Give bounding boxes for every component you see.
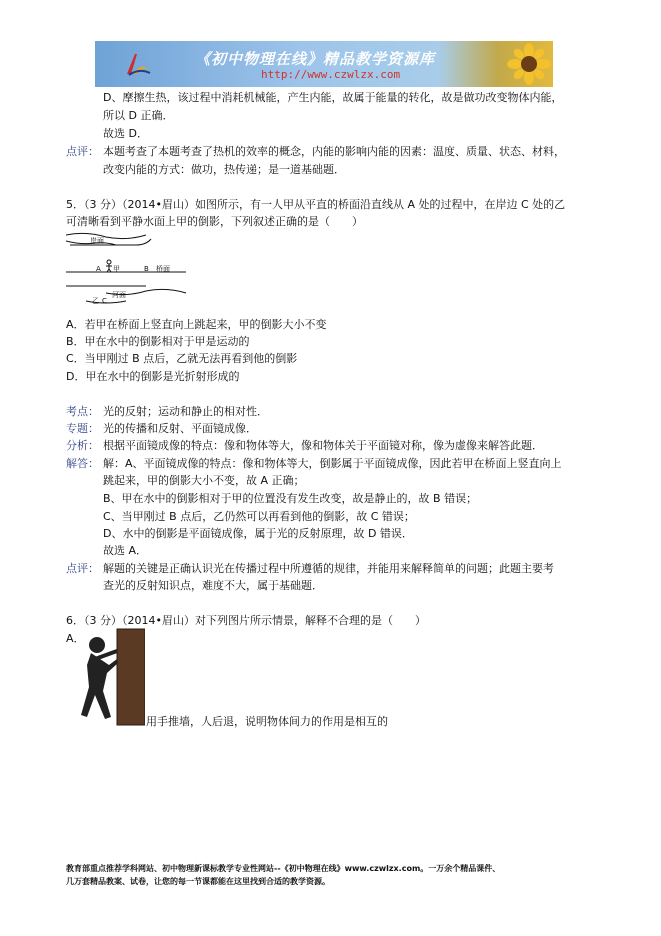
label-bridge: 桥面 xyxy=(156,265,170,273)
label-jia: 甲 xyxy=(113,265,120,273)
q5-stem-line2: 可清晰看到平静水面上甲的倒影，下列叙述正确的是（ ） xyxy=(66,215,363,228)
label-b: B xyxy=(144,265,149,273)
answer-d-line2: 所以 D 正确． xyxy=(103,109,174,122)
dianping-label: 点评： xyxy=(66,562,99,575)
fenxi-label: 分析： xyxy=(66,439,99,452)
q6-option-a-label: A． xyxy=(66,632,85,645)
jieda-line6: 故选 A． xyxy=(103,544,148,557)
person-figure-icon xyxy=(106,260,112,272)
kaodian-text: 光的反射；运动和静止的相对性． xyxy=(103,405,268,418)
q6-stem: 6．（3 分）（2014•眉山）对下列图片所示情景，解释不合理的是（ ） xyxy=(66,614,426,627)
comment-line2: 改变内能的方式：做功，热传递；是一道基础题． xyxy=(103,163,345,176)
banner-title: 《初中物理在线》精品教学资源库 xyxy=(195,50,436,68)
kaodian-label: 考点： xyxy=(66,405,99,418)
comment-line1: 本题考查了本题考查了热机的效率的概念，内能的影响内能的因素：温度、质量、状态、材料， xyxy=(103,145,565,158)
jieda-line3: B、甲在水中的倒影相对于甲的位置没有发生改变，故是静止的，故 B 错误； xyxy=(103,492,478,505)
zhuanti-text: 光的传播和反射、平面镜成像． xyxy=(103,422,257,435)
q5-diagram xyxy=(66,231,202,309)
answer-d-line1: D、摩擦生热，该过程中消耗机械能，产生内能，故属于能量的转化，故是做功改变物体内能， xyxy=(103,91,563,104)
dianping-line2: 查光的反射知识点，难度不大，属于基础题． xyxy=(103,579,323,592)
push-wall-figure xyxy=(73,625,145,727)
dianping-line1: 解题的关键是正确认识光在传播过程中所遵循的规律，并能用来解释简单的问题；此题主要考 xyxy=(103,562,554,575)
jieda-line5: D、水中的倒影是平面镜成像，属于光的反射原理，故 D 错误． xyxy=(103,527,413,540)
footer-line1: 教育部重点推荐学科网站、初中物理新课标教学专业性网站--《初中物理在线》www.czwlzx.com。一万余个精品课件、 xyxy=(66,864,501,873)
site-logo xyxy=(123,48,153,78)
jieda-line2: 跳起来，甲的倒影大小不变，故 A 正确； xyxy=(103,474,305,487)
jieda-label: 解答： xyxy=(66,457,99,470)
q5-option-a: A．若甲在桥面上竖直向上跳起来，甲的倒影大小不变 xyxy=(66,318,327,331)
sunflower-image xyxy=(507,43,551,85)
label-c: C xyxy=(102,297,107,305)
q5-stem-line1: 5．（3 分）（2014•眉山）如图所示，有一人甲从平直的桥面沿直线从 A 处的过程中，在岸边 C 处的乙 xyxy=(66,198,566,211)
header-banner xyxy=(95,41,553,87)
label-yi: 乙 xyxy=(92,297,99,305)
q5-option-c: C．当甲刚过 B 点后，乙就无法再看到他的倒影 xyxy=(66,352,298,365)
comment-label: 点评： xyxy=(66,145,99,158)
footer-line2: 几万套精品教案、试卷，让您的每一节课都能在这里找到合适的教学资源。 xyxy=(66,877,330,886)
jieda-line1: 解：A、平面镜成像的特点：像和物体等大，倒影属于平面镜成像，因此若甲在桥面上竖直向上 xyxy=(103,457,562,470)
q6-option-a-text: 用手推墙，人后退，说明物体间力的作用是相互的 xyxy=(146,715,388,728)
zhuanti-label: 专题： xyxy=(66,422,99,435)
jieda-line4: C、当甲刚过 B 点后，乙仍然可以再看到他的倒影，故 C 错误； xyxy=(103,510,415,523)
label-a: A xyxy=(96,265,101,273)
q5-option-d: D．甲在水中的倒影是光折射形成的 xyxy=(66,370,240,383)
label-bank-top: 岸面 xyxy=(90,237,104,245)
fenxi-text: 根据平面镜成像的特点：像和物体等大，像和物体关于平面镜对称，像为虚像来解答此题． xyxy=(103,439,543,452)
banner-url[interactable]: http://www.czwlzx.com xyxy=(261,68,401,81)
q5-option-b: B．甲在水中的倒影相对于甲是运动的 xyxy=(66,335,250,348)
answer-choice: 故选 D． xyxy=(103,127,148,140)
label-river: 河面 xyxy=(112,291,126,299)
